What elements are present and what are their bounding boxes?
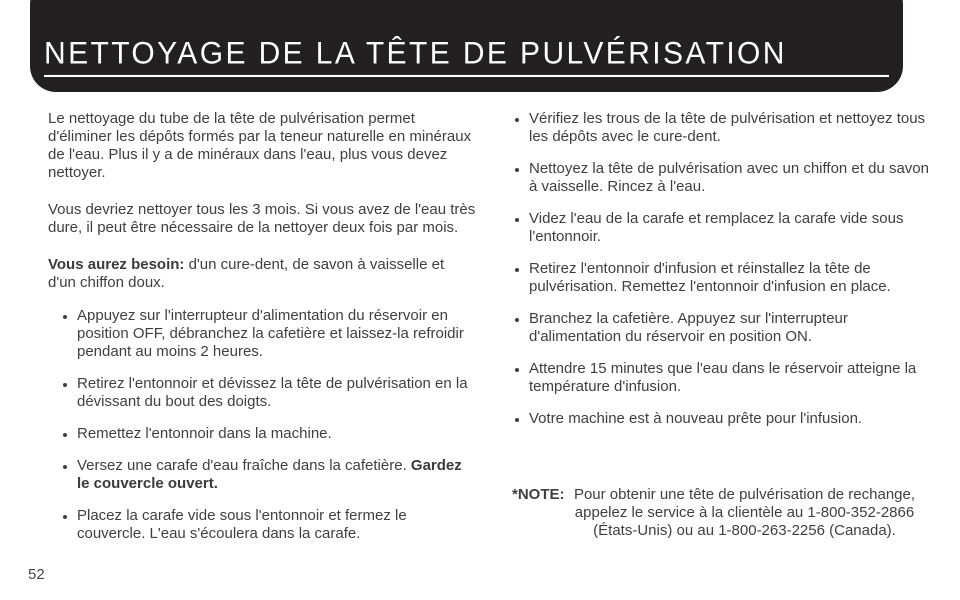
page-title: NETTOYAGE DE LA TÊTE DE PULVÉRISATION	[44, 37, 889, 76]
instruction-bullet: • Retirez l'entonnoir d'infusion et réinstallez la tête de pulvérisation. Remettez l'entonnoir d'infusion en place.	[529, 260, 932, 296]
supplies-text: d'un cure-dent, de savon à vaisselle et d'un chiffon doux.	[48, 256, 445, 291]
note-label: *NOTE:	[512, 486, 565, 503]
supplies-paragraph	[48, 256, 476, 292]
note-line: Pour obtenir une tête de pulvérisation de rechange,	[573, 486, 916, 503]
instruction-bullet: • Placez la carafe vide sous l'entonnoir et fermez le couvercle. L'eau s'écoulera dans la carafe.	[77, 507, 476, 543]
left-column	[48, 110, 476, 557]
instruction-bullet: • Videz l'eau de la carafe et remplacez la carafe vide sous l'entonnoir.	[529, 210, 932, 246]
instruction-bullet: • Attendre 15 minutes que l'eau dans le réservoir atteigne la température d'infusion.	[529, 360, 932, 396]
note-line: appelez le service à la clientèle au 1-800-352-2866	[574, 504, 915, 521]
left-instruction-list	[48, 307, 476, 543]
instruction-bullet: • Branchez la cafetière. Appuyez sur l'interrupteur d'alimentation du réservoir en position ON.	[529, 310, 932, 346]
right-column	[500, 110, 932, 557]
title-banner	[30, 0, 903, 92]
note-text	[571, 486, 919, 540]
supplies-label: Vous aurez besoin:	[48, 256, 185, 273]
instruction-bullet: • Votre machine est à nouveau prête pour l'infusion.	[529, 410, 932, 428]
frequency-paragraph: Vous devriez nettoyer tous les 3 mois. Si vous avez de l'eau très dure, il peut être nécessaire de la nettoyer deux fois par mois.	[48, 201, 476, 236]
note-block	[500, 486, 932, 540]
intro-paragraph: Le nettoyage du tube de la tête de pulvérisation permet d'éliminer les dépôts formés par la teneur naturelle en minéraux de l'eau. Plus il y a de minéraux dans l'eau, plus vous devez nettoyer.	[48, 110, 472, 181]
note-line: (États-Unis) ou au 1-800-263-2256 (Canada).	[593, 522, 896, 539]
instruction-bullet: • Versez une carafe d'eau fraîche dans la cafetière. Gardez le couvercle ouvert.	[77, 457, 476, 493]
instruction-bullet: • Retirez l'entonnoir et dévissez la tête de pulvérisation en la dévissant du bout des doigts.	[77, 375, 476, 411]
page-number: 52	[28, 566, 45, 583]
instruction-bullet: • Nettoyez la tête de pulvérisation avec un chiffon et du savon à vaisselle. Rincez à l'eau.	[529, 160, 932, 196]
instruction-bullet: • Appuyez sur l'interrupteur d'alimentation du réservoir en position OFF, débranchez la cafetière et laissez-la refroidir pendant au moins 2 heures.	[77, 307, 476, 361]
instruction-bullet: • Vérifiez les trous de la tête de pulvérisation et nettoyez tous les dépôts avec le cure-dent.	[529, 110, 932, 146]
instruction-bullet: • Remettez l'entonnoir dans la machine.	[77, 425, 476, 443]
page-content	[48, 110, 932, 557]
right-instruction-list	[500, 110, 932, 428]
